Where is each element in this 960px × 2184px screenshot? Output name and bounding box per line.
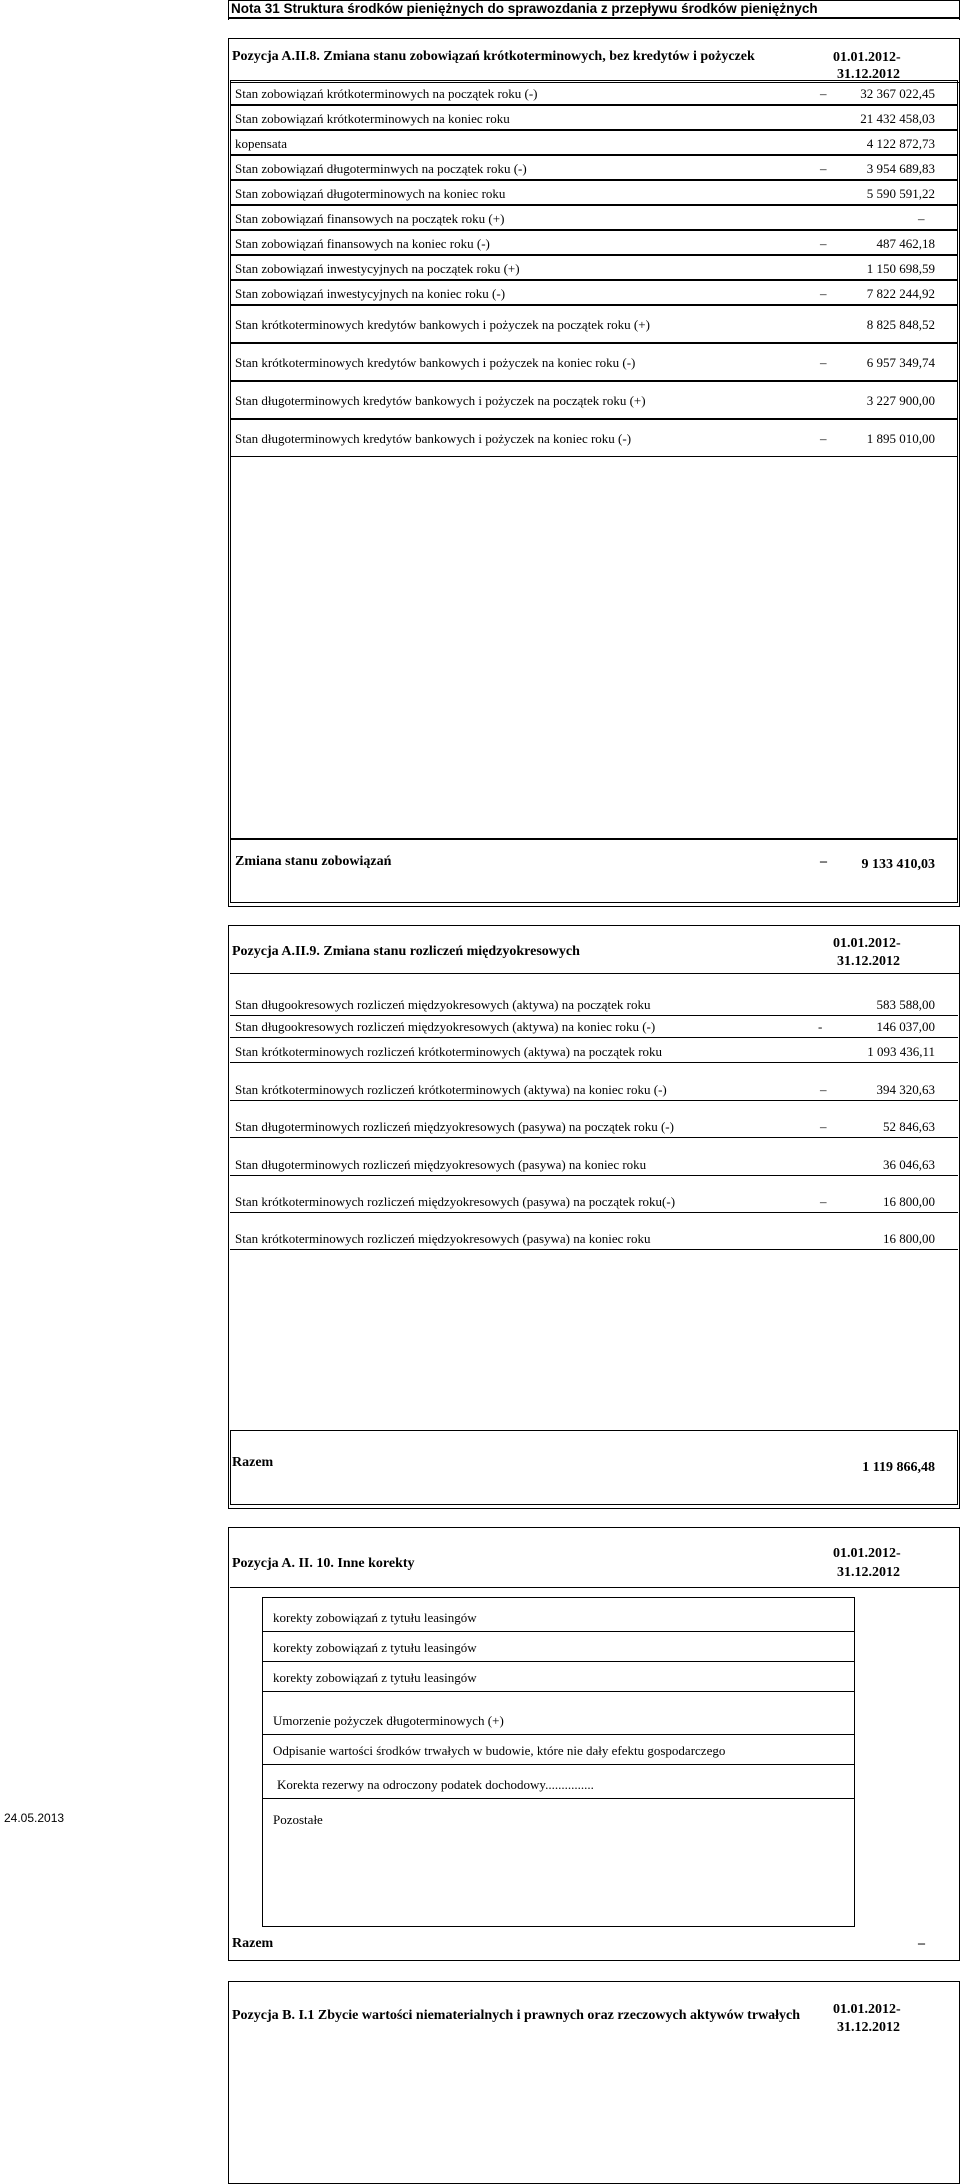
row-sign: –: [820, 1194, 827, 1209]
section-1-empty-area: [230, 457, 958, 839]
row-value: 5 590 591,22: [866, 186, 935, 201]
row-separator: [230, 1015, 958, 1016]
section-1-title: Pozycja A.II.8. Zmiana stanu zobowiązań krótkoterminowych, bez kredytów i pożyczek: [232, 49, 755, 64]
section-1-total-dash: –: [820, 854, 827, 869]
row-sign: –: [820, 286, 827, 301]
row-sign: –: [820, 355, 827, 370]
row-label: Stan krótkoterminowych rozliczeń międzyokresowych (pasywa) na koniec roku: [235, 1231, 651, 1246]
row-label: Stan długookresowych rozliczeń międzyokresowych (aktywa) na koniec roku (-): [235, 1019, 656, 1034]
row-value: 1 895 010,00: [866, 431, 935, 446]
row-label: Stan długoterminowych rozliczeń międzyokresowych (pasywa) na początek roku (-): [235, 1119, 674, 1134]
row-sign: –: [820, 431, 827, 446]
row-separator: [230, 1037, 958, 1038]
row-value: 32 367 022,45: [860, 86, 935, 101]
row-label: Stan zobowiązań finansowych na początek roku (+): [235, 211, 505, 226]
section-1-period-end: 31.12.2012: [837, 67, 900, 82]
row-value: 21 432 458,03: [860, 111, 935, 126]
row-label: Stan długoterminowych rozliczeń międzyokresowych (pasywa) na koniec roku: [235, 1157, 647, 1172]
row-label: Stan zobowiązań inwestycyjnych na koniec roku (-): [235, 286, 506, 301]
section-1-period-start: 01.01.2012-: [833, 50, 901, 65]
section-1-total-value: 9 133 410,03: [861, 857, 935, 872]
row-separator: [262, 1631, 855, 1632]
row-sign: –: [820, 236, 827, 251]
row-value: 146 037,00: [876, 1019, 935, 1034]
section-3-header-line: [230, 1587, 960, 1588]
section-3-period-end: 31.12.2012: [837, 1565, 900, 1580]
row-label: Stan długookresowych rozliczeń międzyokresowych (aktywa) na początek roku: [235, 997, 651, 1012]
row-label: Stan długoterminowych kredytów bankowych i pożyczek na początek roku (+): [235, 393, 646, 408]
note-title: Nota 31 Struktura środków pieniężnych do sprawozdania z przepływu środków pieniężnych: [231, 1, 818, 16]
row-separator: [230, 1100, 958, 1101]
section-3-total-value: –: [918, 1936, 925, 1951]
row-separator: [230, 1212, 958, 1213]
section-2-period-start: 01.01.2012-: [833, 936, 901, 951]
list-item: Umorzenie pożyczek długoterminowych (+): [273, 1713, 504, 1728]
row-label: Stan zobowiązań krótkoterminowych na koniec roku: [235, 111, 510, 126]
row-label: Stan zobowiązań długoterminwych na początek roku (-): [235, 161, 527, 176]
row-label: Stan zobowiązań inwestycyjnych na początek roku (+): [235, 261, 520, 276]
row-label: Stan krótkoterminowych kredytów bankowych i pożyczek na początek roku (+): [235, 317, 650, 332]
list-item: Korekta rezerwy na odroczony podatek dochodowy...............: [277, 1777, 594, 1792]
list-item: korekty zobowiązań z tytułu leasingów: [273, 1670, 477, 1685]
row-sign: –: [820, 1082, 827, 1097]
row-value: 3 227 900,00: [866, 393, 935, 408]
section-2-total-label: Razem: [232, 1455, 274, 1470]
section-4-period-start: 01.01.2012-: [833, 2002, 901, 2017]
row-value: 487 462,18: [876, 236, 935, 251]
row-separator: [262, 1734, 855, 1735]
row-value: 16 800,00: [883, 1231, 935, 1246]
row-label: Stan krótkoterminowych rozliczeń krótkoterminowych (aktywa) na koniec roku (-): [235, 1082, 667, 1097]
row-value: 6 957 349,74: [866, 355, 935, 370]
row-value: 1 150 698,59: [866, 261, 935, 276]
section-4-period-end: 31.12.2012: [837, 2020, 900, 2035]
row-separator: [230, 1175, 958, 1176]
section-3-title: Pozycja A. II. 10. Inne korekty: [232, 1556, 415, 1571]
row-label: kopensata: [235, 136, 287, 151]
row-value: 7 822 244,92: [866, 286, 935, 301]
row-label: Stan zobowiązań krótkoterminowych na początek roku (-): [235, 86, 538, 101]
row-value: 16 800,00: [883, 1194, 935, 1209]
row-separator: [262, 1691, 855, 1692]
row-value: 3 954 689,83: [866, 161, 935, 176]
row-separator: [262, 1798, 855, 1799]
section-2-header-line: [230, 973, 960, 974]
row-separator: [262, 1661, 855, 1662]
row-label: Stan zobowiązań finansowych na koniec roku (-): [235, 236, 490, 251]
list-item: korekty zobowiązań z tytułu leasingów: [273, 1640, 477, 1655]
section-3-period-start: 01.01.2012-: [833, 1546, 901, 1561]
section-2-total-value: 1 119 866,48: [862, 1460, 935, 1475]
row-value: 583 588,00: [876, 997, 935, 1012]
row-label: Stan krótkoterminowych rozliczeń krótkoterminowych (aktywa) na początek roku: [235, 1044, 663, 1059]
row-separator: [262, 1764, 855, 1765]
row-value: 8 825 848,52: [866, 317, 935, 332]
list-item: korekty zobowiązań z tytułu leasingów: [273, 1610, 477, 1625]
section-1-total-label: Zmiana stanu zobowiązań: [235, 854, 392, 869]
list-item: Pozostałe: [273, 1812, 323, 1827]
list-item: Odpisanie wartości środków trwałych w budowie, które nie dały efektu gospodarczego: [273, 1743, 726, 1758]
section-4-title: Pozycja B. I.1 Zbycie wartości niematerialnych i prawnych oraz rzeczowych aktywów trwałych: [232, 2008, 801, 2023]
row-value: 1 093 436,11: [867, 1044, 935, 1059]
row-label: Stan krótkoterminowych kredytów bankowych i pożyczek na koniec roku (-): [235, 355, 636, 370]
row-sign: –: [820, 1119, 827, 1134]
section-3-total-label: Razem: [232, 1936, 274, 1951]
row-label: Stan krótkoterminowych rozliczeń międzyokresowych (pasywa) na początek roku(-): [235, 1194, 676, 1209]
row-separator: [230, 1249, 958, 1250]
section-2-period-end: 31.12.2012: [837, 954, 900, 969]
row-value: 52 846,63: [883, 1119, 935, 1134]
footer-date: 24.05.2013: [4, 1811, 65, 1825]
row-sign: -: [818, 1019, 823, 1034]
section-2-title: Pozycja A.II.9. Zmiana stanu rozliczeń międzyokresowych: [232, 944, 580, 959]
row-sign: –: [820, 161, 827, 176]
row-label: Stan zobowiązań długoterminowych na koniec roku: [235, 186, 506, 201]
row-separator: [230, 1137, 958, 1138]
row-sign: –: [918, 211, 925, 226]
header-underline: [228, 18, 960, 20]
row-separator: [230, 1062, 958, 1063]
row-label: Stan długoterminowych kredytów bankowych i pożyczek na koniec roku (-): [235, 431, 632, 446]
row-sign: –: [820, 86, 827, 101]
row-value: 394 320,63: [876, 1082, 935, 1097]
row-value: 36 046,63: [883, 1157, 935, 1172]
row-value: 4 122 872,73: [866, 136, 935, 151]
section-2-box: [228, 925, 960, 1509]
